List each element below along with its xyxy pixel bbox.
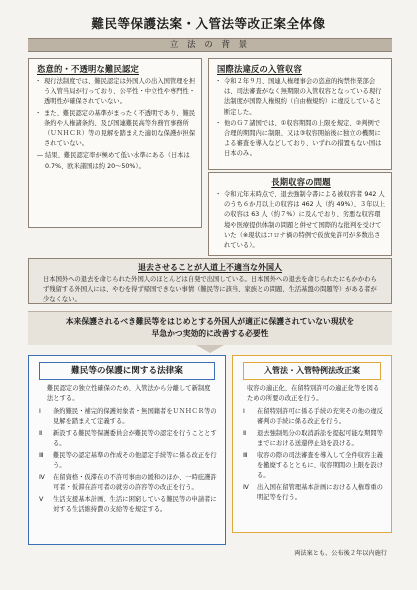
list-item: Ⅰ 条約難民・補完的保護対象者・無国籍者をＵＮＨＣＲ等の見解を踏まえて定義する。	[39, 408, 217, 426]
necessity-line-2: 早急かつ実効的に改善する必要性	[151, 329, 269, 338]
refugee-protection-bill-heading: 難民等の保護に関する法律案	[39, 362, 215, 380]
enforcement-note: 両法案とも、公布後２年以内施行	[294, 550, 387, 557]
immigration-amendment-intro: 収容の適正化、在留特別許可の適正化等を図るための所要の改正を行う。	[247, 385, 380, 403]
necessity-banner	[28, 311, 392, 345]
long-term-detention-box	[208, 172, 392, 256]
detention-violation-list	[209, 77, 391, 160]
list-item: Ⅳ 在留資格・仮滞在の不許可事由の緩和のほか、一時庇護許可者・仮滞在許可者の就労の許容等の改正を行う。	[39, 474, 217, 492]
list-item: ・ 令和元年末時点で、退去強制令書による被収容者 942 人のうち６か月以上の収容は 462 人（約 49%）、３年以上の収容は 63 人（約７%）に及んでおり、劣悪な収容環境や医療提供体制の問題と併せて国際的な批判を受けていた（※現状はコロナ禍の特例で仮放免許可が多数出されている）。	[217, 190, 386, 251]
list-item: Ⅲ 収容の際の司法審査を導入して全件収容主義を撤廃するとともに、収容期間の上限を設ける。	[243, 452, 383, 480]
arbitrary-recognition-list	[29, 77, 201, 149]
arbitrary-recognition-box	[28, 58, 202, 228]
list-item: Ⅰ 在留特別許可に係る手続の充実その他の違反審判の手続に係る改正を行う。	[243, 408, 383, 426]
necessity-line-1: 本来保護されるべき難民等をはじめとする外国人が適正に保護されていない現状を	[65, 317, 355, 326]
list-item: Ⅲ 難民等の認定基準の作成その他認定手続等に係る改正を行う。	[39, 452, 217, 470]
refugee-protection-bill-box	[28, 355, 226, 545]
background-band: 立 法 の 背 景	[28, 38, 392, 52]
recognition-rate-note: ― 結果、難民認定率が極めて低い水準にある（日本は0.7%、欧米諸国は約 20～50%）。	[37, 151, 196, 171]
list-item: Ⅳ 出入国在留管理基本計画における人権尊重の明記等を行う。	[243, 484, 383, 502]
refugee-protection-bill-intro: 難民認定の独立性確保のため、入管法から分離して新制度法とする。	[47, 385, 211, 403]
deportation-box	[28, 258, 392, 304]
list-item: ・ 令和２年９月、国連人権理事会の恣意的拘禁作業部会は、司法審査がなく無期限の入管収容となっている現行法制度が国際人権規約（自由権規約）に違反していると断定した。	[217, 77, 386, 118]
detention-violation-heading: 国際法違反の入管収容	[217, 64, 302, 74]
list-item: Ⅱ 退去強制処分の取消訴訟を提起可能な期間等までにおける送還停止効を設ける。	[243, 430, 383, 448]
page-title: 難民等保護法案・入管法等改正案全体像	[91, 16, 326, 31]
immigration-amendment-items	[233, 407, 391, 503]
immigration-amendment-box	[232, 355, 392, 533]
list-item: Ⅱ 新設する難民等保護委員会が難民等の認定を行うこととする。	[39, 430, 217, 448]
list-item: ・ また、難民認定の基準がまったく不透明であり、難民条約や人権諸条約、及び国連難民高等弁務官事務所（ＵＮＨＣＲ）等の見解を踏まえた適切な保護が担保されていない。	[37, 109, 196, 150]
long-term-detention-heading: 長期収容の問題	[271, 177, 331, 187]
list-item: ・ 現行法制度では、難民認定は外国人の出入国管理を担う入管当局が行っており、公平性・中立性や専門性・透明性が確保されていない。	[37, 77, 196, 108]
detention-violation-box	[208, 58, 392, 170]
list-item: Ⅴ 生活支援基本計画、生活に困窮している難民等の申請者に対する生活維持費の支給等を規定する。	[39, 496, 217, 514]
down-arrow-icon	[196, 345, 224, 353]
immigration-amendment-heading: 入管法・入管特例法改正案	[243, 362, 381, 380]
deportation-heading: 退去させることが人道上不適当な外国人	[138, 263, 282, 272]
list-item: ・ 他のＧ７諸国では、①収容期間の上限を規定、②判例で合理的期間内に制限、又は③収容開始後に独立の機関による審査を導入などしており、いずれの措置もない国は日本のみ。	[217, 119, 386, 160]
deportation-body: 日本国外への退去を命じられた外国人のほとんどは自発で出国している。日本国外への退去を命じられたにもかかわらず残留する外国人には、やむを得ず帰国できない事情（難民等に該当、家族との問題、生活基盤の問題等）がある者が少なくない。	[43, 276, 377, 304]
arbitrary-recognition-heading: 恣意的・不透明な難民認定	[37, 64, 139, 74]
refugee-protection-bill-items	[29, 407, 225, 515]
long-term-detention-list	[209, 190, 391, 251]
